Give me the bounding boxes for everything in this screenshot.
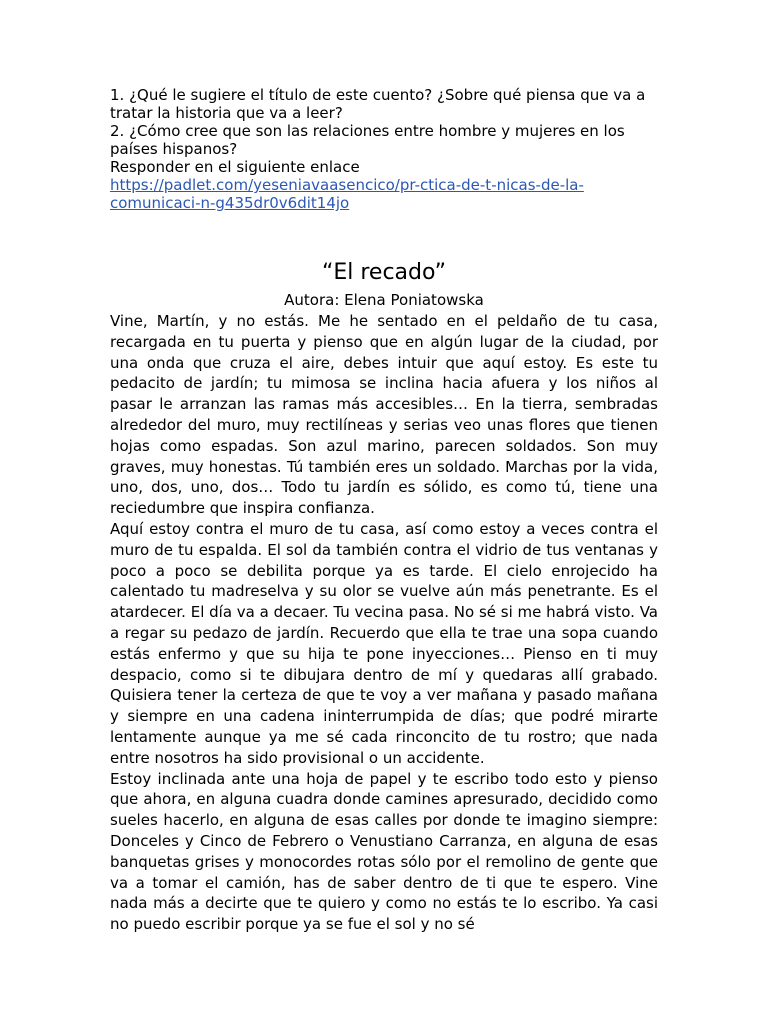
story-author: Autora: Elena Poniatowska — [284, 291, 484, 309]
question-1: 1. ¿Qué le sugiere el título de este cuento? ¿Sobre qué piensa que va a tratar la historia que va a leer? — [110, 86, 646, 122]
paragraph: Vine, Martín, y no estás. Me he sentado en el peldaño de tu casa, recargada en tu puerta y pienso que en algún lugar de la ciudad, por una onda que cruza el aire, debes intuir que aquí estoy. Es este tu pedacito de jardín; tu mimosa se inclina hacia afuera y los niños al pasar le arranzan las ramas más accesibles… En la tierra, sembradas alrededor del muro, muy rectilíneas y serias veo unas flores que tienen hojas como espadas. Son azul marino, parecen soldados. Son muy graves, muy honestas. Tú también eres un soldado. Marchas por la vida, uno, dos, uno, dos… Todo tu jardín es sólido, es como tú, tiene una reciedumbre que inspira confianza. — [110, 312, 658, 518]
story-body — [110, 311, 658, 935]
story-title: “El recado” — [321, 260, 447, 285]
questions-block — [110, 86, 658, 212]
paragraph: Estoy inclinada ante una hoja de papel y te escribo todo esto y pienso que ahora, en alguna cuadra donde camines apresurado, decidido como sueles hacerlo, en alguna de esas calles por donde te imagino siempre: Donceles y Cinco de Febrero o Venustiano Carranza, en alguna de esas banquetas grises y monocordes rotas sólo por el remolino de gente que va a tomar el camión, has de saber dentro de ti que te espero. Vine nada más a decirte que te quiero y como no estás te lo escribo. Ya casi no puedo escribir porque ya se fue el sol y no sé — [110, 769, 658, 934]
padlet-link[interactable]: https://padlet.com/yeseniavaasencico/pr-ctica-de-t-nicas-de-la-comunicaci-n-g435dr0v6dit14jo — [110, 176, 584, 212]
question-2: 2. ¿Cómo cree que son las relaciones entre hombre y mujeres en los países hispanos? — [110, 122, 625, 158]
respond-instruction: Responder en el siguiente enlace — [110, 158, 360, 176]
paragraph: Aquí estoy contra el muro de tu casa, así como estoy a veces contra el muro de tu espalda. El sol da también contra el vidrio de tus ventanas y poco a poco se debilita porque ya es tarde. El cielo enrojecido ha calentado tu madreselva y su olor se vuelve aún más penetrante. Es el atardecer. El día va a decaer. Tu vecina pasa. No sé si me habrá visto. Va a regar su pedazo de jardín. Recuerdo que ella te trae una sopa cuando estás enfermo y que su hija te pone inyecciones… Pienso en ti muy despacio, como si te dibujara dentro de mí y quedaras allí grabado. Quisiera tener la certeza de que te voy a ver mañana y pasado mañana y siempre en una cadena ininterrumpida de días; que podré mirarte lentamente aunque ya me sé cada rinconcito de tu rostro; que nada entre nosotros ha sido provisional o un accidente. — [110, 519, 658, 767]
